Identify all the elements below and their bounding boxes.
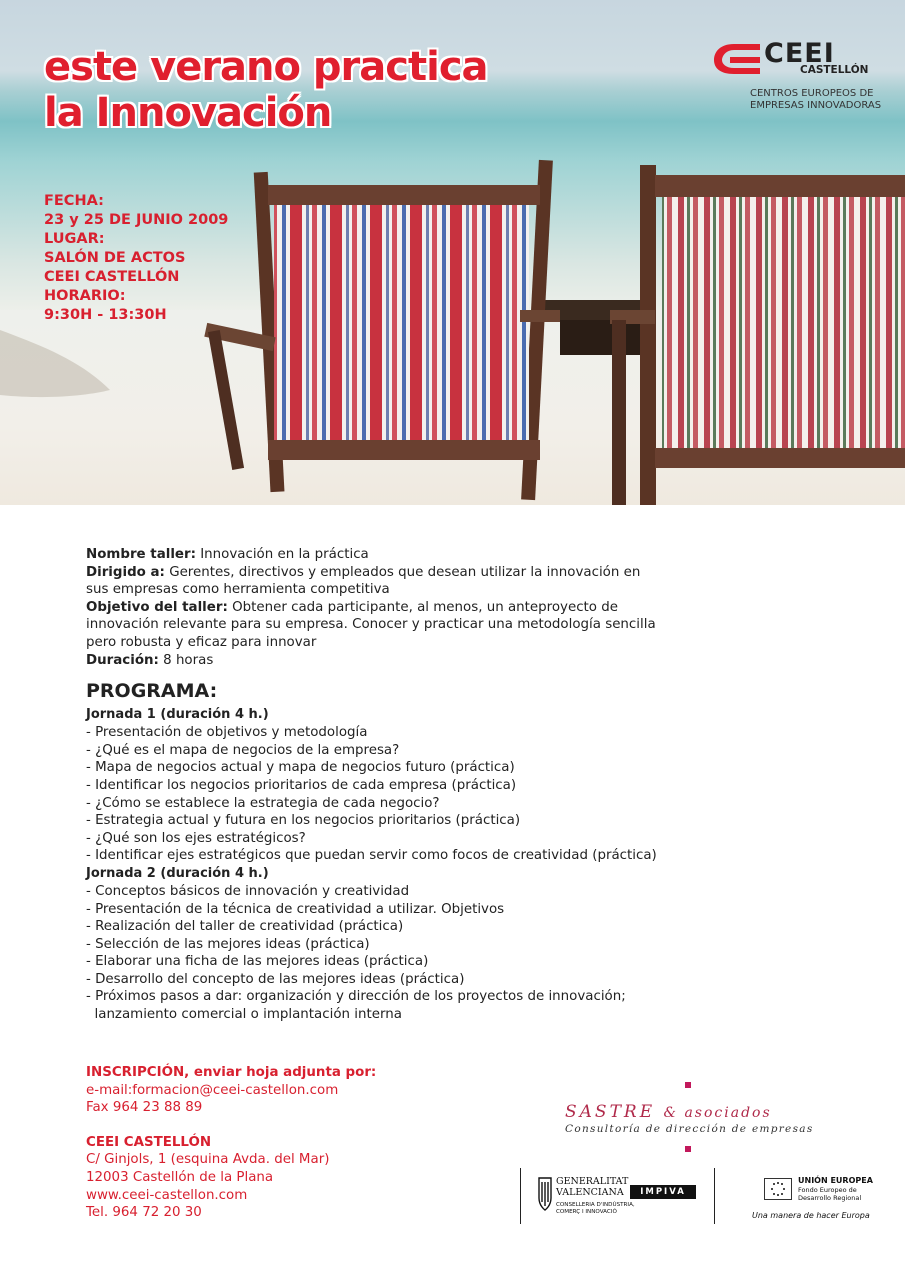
list-item: - Presentación de la técnica de creatividad a utilizar. Objetivos [86, 901, 505, 917]
list-item: - Elaborar una ficha de las mejores ideas (práctica) [86, 954, 429, 970]
generalitat-name-line1: GENERALITAT [556, 1176, 629, 1187]
generalitat-name [556, 1176, 628, 1198]
divider-left [520, 1168, 521, 1224]
sastre-name-amp: & asociados [663, 1105, 772, 1121]
eu-flag-icon [764, 1178, 792, 1200]
generalitat-dept [556, 1202, 635, 1216]
detail-audience-value: Gerentes, directivos y empleados que desean utilizar la innovación en [169, 564, 641, 580]
event-place-label: LUGAR: [44, 231, 105, 247]
day2-list [86, 883, 726, 1024]
detail-objective-cont-2: pero robusta y eficaz para innovar [86, 634, 317, 650]
detail-name-value: Innovación en la práctica [200, 547, 369, 562]
detail-duration-label: Duración: [86, 652, 159, 668]
program-heading: PROGRAMA: [86, 680, 218, 703]
impiva-logo: IMPIVA [630, 1185, 696, 1199]
list-item: - Próximos pasos a dar: organización y dirección de los proyectos de innovación; [86, 989, 626, 1005]
list-item: - ¿Qué son los ejes estratégicos? [86, 830, 306, 846]
ceei-logo-city: CASTELLÓN [800, 64, 869, 76]
eu-logo [746, 1176, 886, 1226]
sastre-logo [563, 1080, 823, 1155]
detail-audience-cont: sus empresas como herramienta competitiva [86, 582, 390, 598]
generalitat-shield-icon [538, 1176, 552, 1212]
generalitat-dept-line2: COMERÇ I INNOVACIÓ [556, 1209, 617, 1215]
list-item: - Identificar los negocios prioritarios de cada empresa (práctica) [86, 777, 517, 793]
eu-motto: Una manera de hacer Europa [752, 1211, 870, 1220]
sastre-dot-bottom-icon [685, 1146, 691, 1152]
detail-objective [86, 599, 726, 617]
list-item: lanzamiento comercial o implantación interna [86, 1007, 402, 1023]
list-item: - Conceptos básicos de innovación y creatividad [86, 883, 410, 899]
detail-audience [86, 564, 726, 582]
detail-audience-label: Dirigido a: [86, 564, 165, 580]
eu-fund-line2: Desarrollo Regional [798, 1194, 862, 1202]
detail-objective-label: Objetivo del taller: [86, 599, 228, 615]
ceei-logo [712, 38, 892, 118]
org-address-1: C/ Ginjols, 1 (esquina Avda. del Mar) [86, 1152, 330, 1168]
eu-fund [798, 1186, 861, 1202]
sastre-dot-top-icon [685, 1082, 691, 1088]
event-time-value: 9:30H - 13:30H [44, 307, 167, 323]
list-item: - Realización del taller de creatividad (práctica) [86, 919, 404, 935]
registration-fax: Fax 964 23 88 89 [86, 1100, 203, 1116]
event-time-label: HORARIO: [44, 288, 126, 304]
event-date-label: FECHA: [44, 193, 104, 209]
day1-list [86, 724, 726, 865]
sponsor-logos [518, 1168, 878, 1228]
eu-fund-line1: Fondo Europeo de [798, 1186, 857, 1194]
sastre-name [565, 1102, 772, 1122]
sastre-tagline: Consultoría de dirección de empresas [565, 1123, 814, 1135]
sastre-name-main: SASTRE [565, 1102, 656, 1122]
list-item: - ¿Qué es el mapa de negocios de la empresa? [86, 742, 400, 758]
ceei-subtitle-line2: EMPRESAS INNOVADORAS [750, 100, 882, 111]
list-item: - Selección de las mejores ideas (práctica) [86, 936, 370, 952]
list-item: - Presentación de objetivos y metodología [86, 725, 368, 741]
generalitat-dept-line1: CONSELLERIA D'INDÚSTRIA, [556, 1202, 635, 1208]
registration-block [86, 1064, 376, 1222]
list-item: - Mapa de negocios actual y mapa de negocios futuro (práctica) [86, 760, 515, 776]
event-place-value: SALÓN DE ACTOS [44, 250, 186, 266]
ceei-logo-icon [712, 38, 772, 86]
detail-name [86, 546, 726, 564]
registration-email-link[interactable]: e-mail:formacion@ceei-castellon.com [86, 1082, 339, 1098]
eu-title: UNIÓN EUROPEA [798, 1176, 873, 1185]
org-website-link[interactable]: www.ceei-castellon.com [86, 1187, 248, 1203]
event-place-value-2: CEEI CASTELLÓN [44, 269, 180, 285]
detail-name-label: Nombre taller: [86, 547, 196, 562]
generalitat-name-line2: VALENCIANA [556, 1187, 624, 1198]
org-address-2: 12003 Castellón de la Plana [86, 1169, 274, 1185]
day1-title: Jornada 1 (duración 4 h.) [86, 707, 269, 723]
event-date-value: 23 y 25 DE JUNIO 2009 [44, 212, 229, 228]
list-item: - ¿Cómo se establece la estrategia de cada negocio? [86, 795, 440, 811]
list-item: - Estrategia actual y futura en los negocios prioritarios (práctica) [86, 813, 521, 829]
list-item: - Desarrollo del concepto de las mejores ideas (práctica) [86, 971, 465, 987]
generalitat-logo [538, 1174, 635, 1222]
divider-right [714, 1168, 715, 1224]
org-phone: Tel. 964 72 20 30 [86, 1205, 202, 1221]
list-item: - Identificar ejes estratégicos que puedan servir como focos de creatividad (práctica) [86, 848, 657, 864]
workshop-details [86, 546, 726, 1024]
detail-objective-cont: innovación relevante para su empresa. Conocer y practicar una metodología sencilla [86, 617, 656, 633]
detail-objective-value: Obtener cada participante, al menos, un anteproyecto de [232, 599, 618, 615]
detail-duration [86, 652, 726, 670]
ceei-subtitle-line1: CENTROS EUROPEOS DE [750, 88, 874, 99]
title-line-2: la Innovación [44, 90, 332, 136]
day2-title: Jornada 2 (duración 4 h.) [86, 865, 269, 881]
ceei-logo-name: CEEI [764, 38, 835, 69]
page-title [44, 44, 488, 136]
ceei-logo-subtitle [750, 88, 881, 112]
org-name: CEEI CASTELLÓN [86, 1134, 212, 1150]
title-line-1: este verano practica [44, 44, 488, 90]
detail-duration-value: 8 horas [163, 652, 214, 668]
registration-heading: INSCRIPCIÓN, enviar hoja adjunta por: [86, 1065, 377, 1080]
event-info [44, 192, 228, 325]
